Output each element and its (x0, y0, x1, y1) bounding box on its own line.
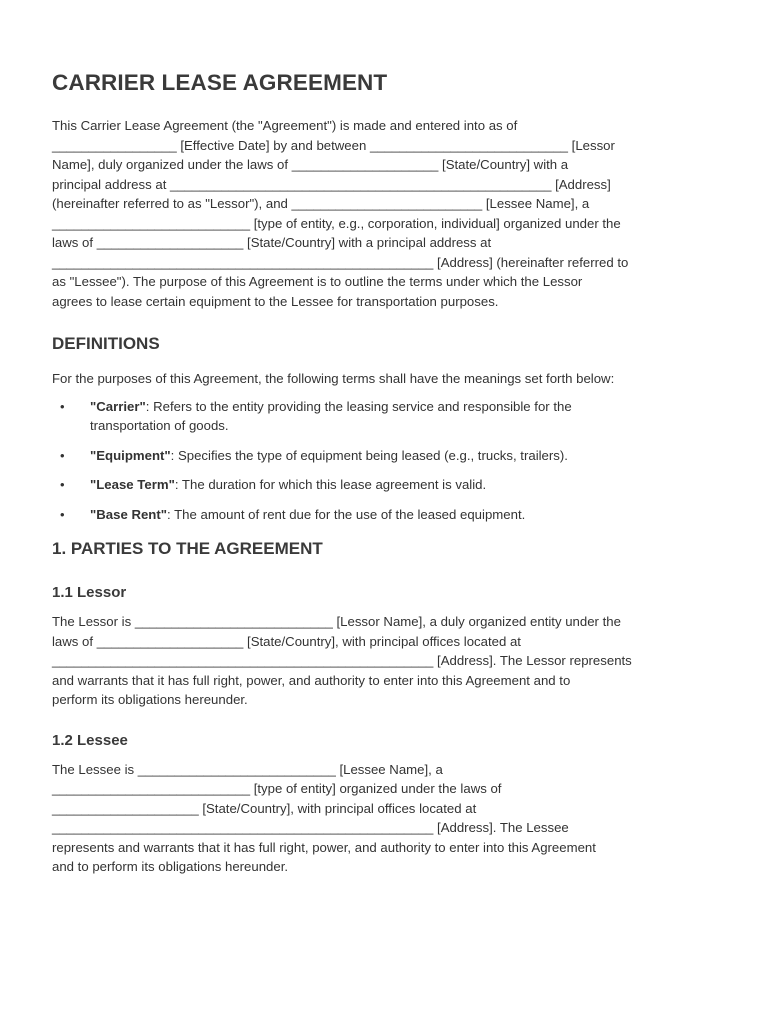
intro-line: as "Lessee"). The purpose of this Agreement is to outline the terms under which the Lessor (52, 274, 583, 289)
lessee-line: represents and warrants that it has full right, power, and authority to enter into this Agreement (52, 839, 596, 855)
definition-item-carrier (52, 397, 720, 436)
intro-line: agrees to lease certain equipment to the Lessee for transportation purposes. (52, 293, 499, 309)
intro-line: ____________________________________________________ [Address] (hereinafter referred to (52, 254, 629, 270)
lessor-line: perform its obligations hereunder. (52, 692, 248, 707)
document-page (52, 70, 720, 877)
bullet-icon: • (60, 447, 65, 463)
definition-term: "Carrier" (90, 398, 146, 414)
bullet-icon: • (60, 506, 65, 522)
intro-line: laws of ____________________ [State/Country] with a principal address at (52, 235, 492, 250)
definition-term: "Lease Term" (90, 477, 175, 492)
definition-term: "Base Rent" (90, 506, 168, 522)
intro-line: _________________ [Effective Date] by and between ___________________________ [Lessor (52, 137, 615, 153)
intro-paragraph (52, 116, 720, 311)
lessor-line: The Lessor is ___________________________ [Lessor Name], a duly organized entity under the (52, 614, 621, 629)
definition-text: : The amount of rent due for the use of the leased equipment. (167, 506, 526, 522)
lessor-line: ____________________________________________________ [Address]. The Lessor represents (52, 653, 632, 668)
definition-item-base-rent (52, 505, 720, 525)
section-1-heading: 1. PARTIES TO THE AGREEMENT (52, 539, 323, 558)
lessee-line: ____________________ [State/Country], with principal offices located at (52, 800, 477, 816)
definitions-intro: For the purposes of this Agreement, the following terms shall have the meanings set forth below: (52, 371, 615, 386)
intro-line: (hereinafter referred to as "Lessor"), and __________________________ [Lessee Name], a (52, 196, 590, 211)
intro-line: ___________________________ [type of entity, e.g., corporation, individual] organized under the (52, 215, 621, 231)
lessee-line: ____________________________________________________ [Address]. The Lessee (52, 820, 569, 835)
intro-line: This Carrier Lease Agreement (the "Agreement") is made and entered into as of (52, 118, 518, 133)
definition-item-equipment (52, 446, 720, 466)
lessee-line: The Lessee is ___________________________ [Lessee Name], a (52, 761, 443, 777)
bullet-icon: • (60, 477, 65, 492)
definitions-heading: DEFINITIONS (52, 334, 160, 353)
definition-item-lease-term (52, 475, 720, 495)
definition-text: : The duration for which this lease agreement is valid. (174, 477, 487, 492)
definition-text-cont: transportation of goods. (90, 418, 229, 433)
lessor-line: and warrants that it has full right, power, and authority to enter into this Agreement and to (52, 672, 571, 688)
lessee-paragraph (52, 760, 720, 877)
bullet-icon: • (60, 398, 65, 414)
lessee-heading: 1.2 Lessee (52, 731, 128, 749)
lessor-paragraph (52, 612, 720, 710)
lessor-heading: 1.1 Lessor (52, 584, 127, 601)
definition-text: : Refers to the entity providing the leasing service and responsible for the (145, 398, 572, 414)
document-title: CARRIER LEASE AGREEMENT (52, 70, 388, 95)
lessee-line: and to perform its obligations hereunder. (52, 859, 289, 874)
definition-term: "Equipment" (90, 447, 171, 463)
lessor-line: laws of ____________________ [State/Country], with principal offices located at (52, 633, 521, 649)
intro-line: Name], duly organized under the laws of ____________________ [State/Country] with a (52, 157, 569, 172)
definitions-list (52, 397, 720, 525)
intro-line: principal address at ____________________________________________________ [Address] (52, 176, 611, 192)
definition-text: : Specifies the type of equipment being leased (e.g., trucks, trailers). (170, 447, 568, 463)
lessee-line: ___________________________ [type of entity] organized under the laws of (52, 781, 502, 796)
